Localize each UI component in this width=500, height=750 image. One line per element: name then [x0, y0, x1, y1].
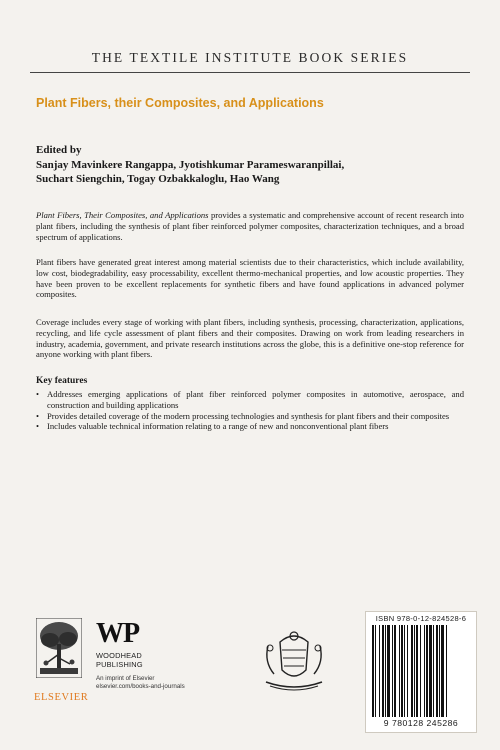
key-feature-text: Addresses emerging applications of plant fiber reinforced polymer composites in automotive, aerospace, and construction and building applications — [47, 389, 464, 410]
editors-line: Sanjay Mavinkere Rangappa, Jyotishkumar Parameswaranpillai, — [36, 158, 345, 171]
imprint-text — [96, 675, 206, 691]
description-book-title: Plant Fibers, Their Composites, and Applications — [36, 210, 209, 220]
textile-institute-crest-icon — [260, 628, 328, 692]
imprint-line: An imprint of Elsevier — [96, 675, 155, 682]
key-features-list — [36, 389, 464, 432]
barcode-panel — [365, 611, 477, 733]
key-features-title: Key features — [36, 376, 88, 386]
key-feature-item — [36, 411, 464, 422]
elsevier-wordmark: ELSEVIER — [34, 692, 89, 703]
key-feature-text: Provides detailed coverage of the modern processing technologies and synthesis for plant fibers and their composites — [47, 410, 450, 421]
isbn-text: ISBN 978-0-12-824528-6 — [375, 614, 467, 623]
key-feature-item — [36, 389, 464, 411]
barcode-icon — [370, 625, 472, 717]
bullet-icon: • — [36, 389, 40, 399]
woodhead-name-line: PUBLISHING — [96, 660, 143, 669]
imprint-url: elsevier.com/books-and-journals — [96, 683, 185, 690]
divider-line — [30, 72, 470, 73]
description-paragraph — [36, 210, 464, 242]
description-paragraph: Plant fibers have generated great interest among material scientists due to their characteristics, which include availability, low cost, biodegradability, easy processability, excellent thermo-mechanical properties, and low acoustic properties. They have been proven to be excellent replacements for synthetic fibers and have found applications in advanced polymer composites. — [36, 257, 464, 300]
editors-block — [36, 143, 344, 187]
woodhead-publishing-logo — [96, 618, 206, 691]
edited-by-label: Edited by — [36, 144, 82, 156]
key-feature-item — [36, 421, 464, 432]
bullet-icon: • — [36, 410, 40, 421]
book-title: Plant Fibers, their Composites, and Applications — [36, 96, 324, 110]
woodhead-name-line: WOODHEAD — [96, 651, 142, 660]
series-title: THE TEXTILE INSTITUTE BOOK SERIES — [91, 50, 409, 65]
bullet-icon: • — [36, 421, 40, 432]
key-feature-text: Includes valuable technical information relating to a range of new and nonconventional plant fibers — [47, 421, 389, 432]
woodhead-name — [96, 651, 206, 669]
elsevier-tree-logo-icon — [36, 618, 82, 678]
editors-line: Suchart Siengchin, Togay Ozbakkaloglu, Hao Wang — [36, 173, 280, 185]
barcode-digits: 9 780128 245286 — [383, 718, 459, 728]
description-paragraph: Coverage includes every stage of working with plant fibers, including synthesis, processing, characterization, applications, recycling, and life cycle assessment of plant fibers and their composites. Drawing on work from leading researchers in industry, academia, government, and private research institutions across the globe, this is a definitive one-stop reference for anyone working with plant fibers. — [36, 317, 464, 360]
wp-mark: WP — [96, 618, 140, 649]
description-text: provides a systematic and comprehensive account of recent research into plant fibers, including the synthesis of plant fiber reinforced polymer composites, characterization techniques, and a broad spectrum of applications. — [36, 210, 464, 242]
